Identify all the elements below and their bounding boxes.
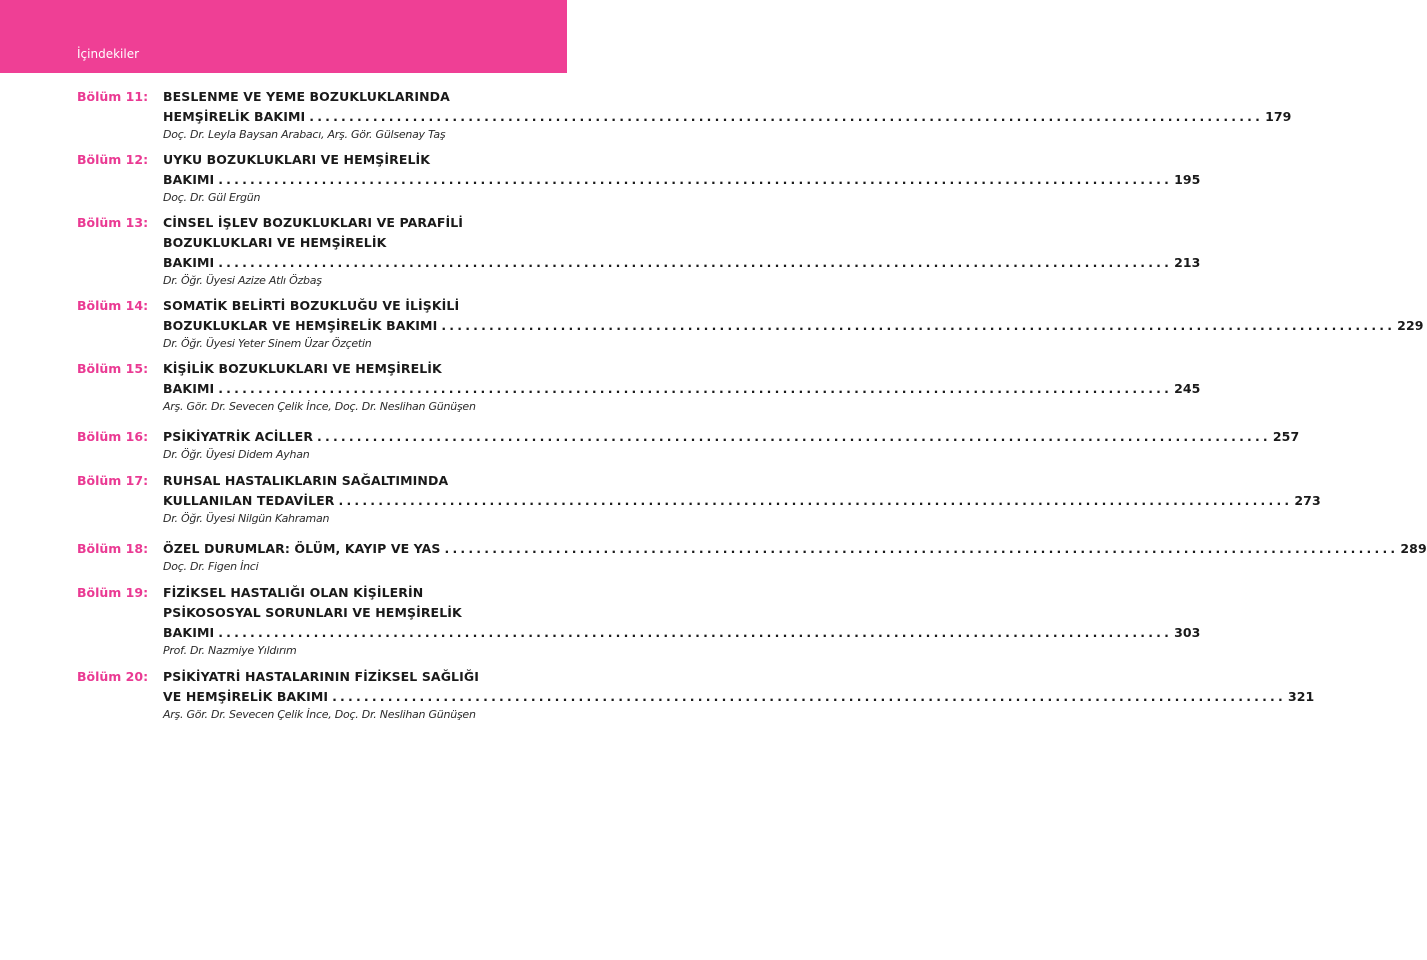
leader-dots: ........................................................................................................................ bbox=[309, 109, 1264, 124]
chapter-title-final-line bbox=[163, 623, 1201, 643]
chapter-title-line: FİZİKSEL HASTALIĞI OLAN KİŞİLERİN bbox=[163, 585, 424, 600]
chapter-body bbox=[163, 87, 1292, 142]
chapter-number: Bölüm 16: bbox=[77, 429, 149, 444]
chapter-body bbox=[163, 150, 1201, 205]
chapter-title-text: ÖZEL DURUMLAR: ÖLÜM, KAYIP VE YAS bbox=[163, 541, 441, 556]
chapter-number: Bölüm 13: bbox=[77, 215, 149, 230]
leader-dots: ........................................................................................................................ bbox=[218, 625, 1173, 640]
chapter-title-text: BAKIMI bbox=[163, 255, 215, 270]
toc-entry[interactable] bbox=[0, 359, 1201, 414]
chapter-body bbox=[163, 667, 1315, 722]
leader-dots: ........................................................................................................................ bbox=[218, 172, 1173, 187]
toc-entry[interactable] bbox=[0, 471, 1321, 526]
chapter-author: Dr. Öğr. Üyesi Azize Atlı Özbaş bbox=[163, 274, 322, 287]
chapter-title-line: BESLENME VE YEME BOZUKLUKLARINDA bbox=[163, 89, 450, 104]
page-number: 195 bbox=[1174, 172, 1201, 187]
chapter-author: Arş. Gör. Dr. Sevecen Çelik İnce, Doç. Dr. Neslihan Günüşen bbox=[163, 400, 476, 413]
page-number: 245 bbox=[1174, 381, 1201, 396]
chapter-title-final-line bbox=[163, 379, 1201, 399]
chapter-number: Bölüm 15: bbox=[77, 361, 149, 376]
page-number: 289 bbox=[1400, 541, 1427, 556]
chapter-title-final-line bbox=[163, 427, 1300, 447]
chapter-title-text: BAKIMI bbox=[163, 172, 215, 187]
chapter-title-final-line bbox=[163, 170, 1201, 190]
chapter-author: Dr. Öğr. Üyesi Yeter Sinem Üzar Özçetin bbox=[163, 337, 372, 350]
chapter-title-text: KULLANILAN TEDAVİLER bbox=[163, 493, 335, 508]
leader-dots: ........................................................................................................................ bbox=[218, 381, 1173, 396]
chapter-body bbox=[163, 296, 1424, 351]
toc-entry[interactable] bbox=[0, 583, 1201, 658]
chapter-body bbox=[163, 471, 1321, 526]
chapter-author: Dr. Öğr. Üyesi Didem Ayhan bbox=[163, 448, 310, 461]
toc-entry[interactable] bbox=[0, 213, 1201, 288]
toc-entry[interactable] bbox=[0, 296, 1424, 351]
chapter-title-final-line bbox=[163, 316, 1424, 336]
toc-entry[interactable] bbox=[0, 427, 1300, 462]
chapter-author: Dr. Öğr. Üyesi Nilgün Kahraman bbox=[163, 512, 330, 525]
leader-dots: ........................................................................................................................ bbox=[218, 255, 1173, 270]
toc-entry[interactable] bbox=[0, 87, 1292, 142]
chapter-title-final-line bbox=[163, 253, 1201, 273]
chapter-title-text: HEMŞİRELİK BAKIMI bbox=[163, 109, 306, 124]
chapter-author: Doç. Dr. Figen İnci bbox=[163, 560, 259, 573]
chapter-title-line: SOMATİK BELİRTİ BOZUKLUĞU VE İLİŞKİLİ bbox=[163, 298, 460, 313]
chapter-author: Prof. Dr. Nazmiye Yıldırım bbox=[163, 644, 297, 657]
leader-dots: ........................................................................................................................ bbox=[441, 318, 1396, 333]
chapter-title-final-line bbox=[163, 687, 1315, 707]
leader-dots: ........................................................................................................................ bbox=[338, 493, 1293, 508]
chapter-body bbox=[163, 583, 1201, 658]
chapter-title-final-line bbox=[163, 107, 1292, 127]
chapter-title-line: RUHSAL HASTALIKLARIN SAĞALTIMINDA bbox=[163, 473, 449, 488]
chapter-number: Bölüm 11: bbox=[77, 89, 149, 104]
chapter-number: Bölüm 17: bbox=[77, 473, 149, 488]
leader-dots: ........................................................................................................................ bbox=[332, 689, 1286, 704]
chapter-number: Bölüm 18: bbox=[77, 541, 149, 556]
chapter-title-final-line bbox=[163, 539, 1427, 559]
table-of-contents bbox=[0, 87, 1427, 730]
chapter-title-line: KİŞİLİK BOZUKLUKLARI VE HEMŞİRELİK bbox=[163, 361, 442, 376]
page-number: 303 bbox=[1174, 625, 1201, 640]
page-header bbox=[0, 0, 567, 73]
chapter-number: Bölüm 19: bbox=[77, 585, 149, 600]
chapter-number: Bölüm 14: bbox=[77, 298, 149, 313]
chapter-title-text: PSİKİYATRİK ACİLLER bbox=[163, 429, 314, 444]
chapter-body bbox=[163, 359, 1201, 414]
leader-dots: ........................................................................................................................ bbox=[444, 541, 1399, 556]
chapter-body bbox=[163, 213, 1201, 288]
chapter-title-line: PSİKOSOSYAL SORUNLARI VE HEMŞİRELİK bbox=[163, 605, 462, 620]
chapter-title-line: BOZUKLUKLARI VE HEMŞİRELİK bbox=[163, 235, 387, 250]
chapter-body bbox=[163, 539, 1427, 574]
chapter-title-text: BAKIMI bbox=[163, 625, 215, 640]
chapter-title-line: PSİKİYATRİ HASTALARININ FİZİKSEL SAĞLIĞI bbox=[163, 669, 479, 684]
chapter-author: Doç. Dr. Leyla Baysan Arabacı, Arş. Gör. Gülsenay Taş bbox=[163, 128, 446, 141]
toc-entry[interactable] bbox=[0, 667, 1315, 722]
toc-entry[interactable] bbox=[0, 539, 1427, 574]
chapter-title-final-line bbox=[163, 491, 1321, 511]
chapter-title-text: VE HEMŞİRELİK BAKIMI bbox=[163, 689, 329, 704]
chapter-title-text: BOZUKLUKLAR VE HEMŞİRELİK BAKIMI bbox=[163, 318, 438, 333]
page-number: 179 bbox=[1265, 109, 1292, 124]
chapter-title-line: UYKU BOZUKLUKLARI VE HEMŞİRELİK bbox=[163, 152, 431, 167]
page-number: 273 bbox=[1294, 493, 1321, 508]
page-number: 321 bbox=[1287, 689, 1315, 704]
chapter-title-line: CİNSEL İŞLEV BOZUKLUKLARI VE PARAFİLİ bbox=[163, 215, 464, 230]
chapter-author: Arş. Gör. Dr. Sevecen Çelik İnce, Doç. Dr. Neslihan Günüşen bbox=[163, 708, 476, 721]
chapter-title-text: BAKIMI bbox=[163, 381, 215, 396]
chapter-number: Bölüm 12: bbox=[77, 152, 149, 167]
chapter-author: Doç. Dr. Gül Ergün bbox=[163, 191, 261, 204]
chapter-body bbox=[163, 427, 1300, 462]
page-number: 257 bbox=[1272, 429, 1300, 444]
page-number: 229 bbox=[1397, 318, 1424, 333]
leader-dots: ........................................................................................................................ bbox=[317, 429, 1271, 444]
chapter-number: Bölüm 20: bbox=[77, 669, 149, 684]
toc-entry[interactable] bbox=[0, 150, 1201, 205]
page-number: 213 bbox=[1174, 255, 1201, 270]
header-title: İçindekiler bbox=[77, 47, 140, 61]
